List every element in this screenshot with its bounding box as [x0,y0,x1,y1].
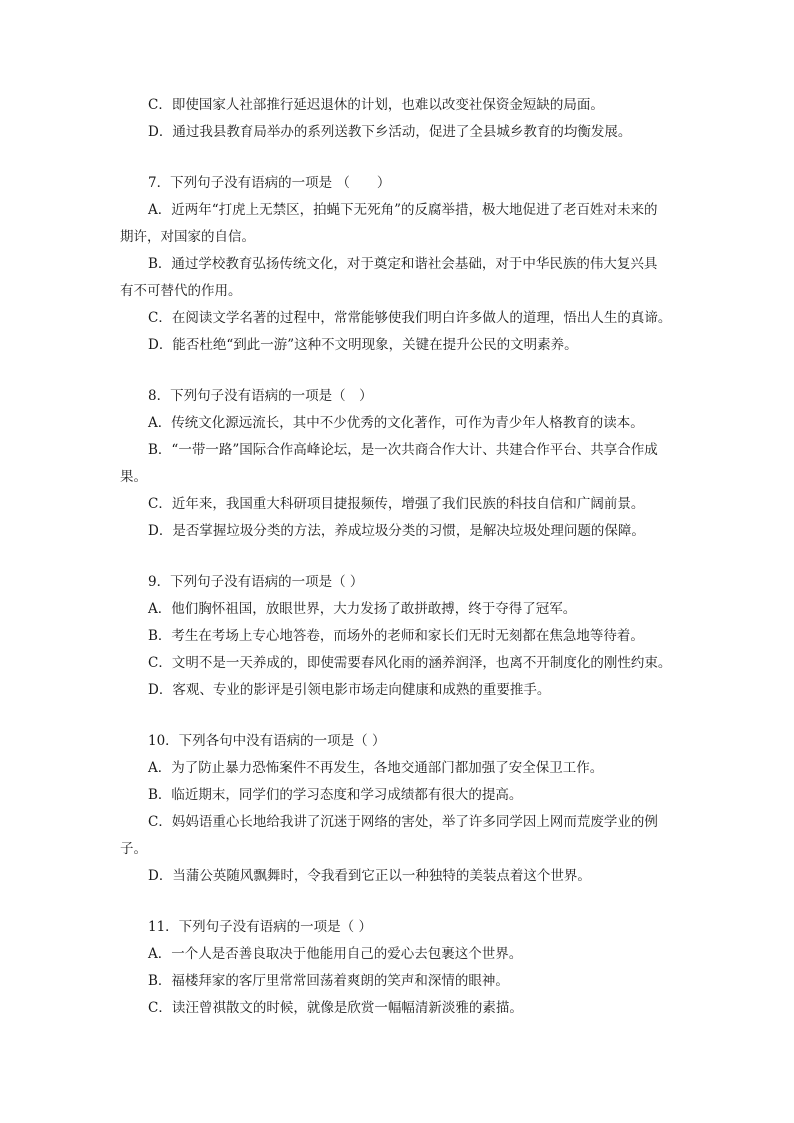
option-b: B．“一带一路”国际合作高峰论坛，是一次共商合作大计、共建合作平台、共享合作成 [148,442,658,458]
question-stem: 7．下列句子没有语病的一项是 （ ） [148,175,391,191]
option-a: A．近两年“打虎上无禁区，拍蝇下无死角”的反腐举措，极大地促进了老百姓对未来的 [148,202,658,218]
option-b: B．福楼拜家的客厅里常常回荡着爽朗的笑声和深情的眼神。 [148,973,509,989]
option-c: C．妈妈语重心长地给我讲了沉迷于网络的害处，举了许多同学因上网而荒废学业的例 [148,814,658,830]
question-11 [120,914,676,1022]
option-c: C．即使国家人社部推行延迟退休的计划，也难以改变社保资金短缺的局面。 [148,97,604,113]
option-a: A．为了防止暴力恐怖案件不再发生，各地交通部门都加强了安全保卫工作。 [148,760,604,776]
question-6-continuation [120,92,676,146]
option-b-continued: 果。 [120,469,147,485]
option-a-continued: 期许，对国家的自信。 [120,229,255,245]
option-d: D．通过我县教育局举办的系列送教下乡活动，促进了全县城乡教育的均衡发展。 [148,124,632,140]
question-stem: 9．下列句子没有语病的一项是（ ） [148,574,364,590]
question-10 [120,728,676,890]
option-c: C．近年来，我国重大科研项目捷报频传，增强了我们民族的科技自信和广阔前景。 [148,496,645,512]
question-7 [120,170,676,359]
option-d: D．客观、专业的影评是引领电影市场走向健康和成熟的重要推手。 [148,682,551,698]
option-a: A．一个人是否善良取决于他能用自己的爱心去包裹这个世界。 [148,946,523,962]
option-d: D．是否掌握垃圾分类的方法，养成垃圾分类的习惯，是解决垃圾处理问题的保障。 [148,523,645,539]
option-b: B．考生在考场上专心地答卷，而场外的老师和家长们无时无刻都在焦急地等待着。 [148,628,644,644]
option-c-continued: 子。 [120,841,147,857]
option-c: C．文明不是一天养成的，即使需要春风化雨的涵养润泽，也离不开制度化的刚性约束。 [148,655,672,671]
question-8 [120,383,676,545]
option-a: A．传统文化源远流长，其中不少优秀的文化著作，可作为青少年人格教育的读本。 [148,415,644,431]
option-d: D．能否杜绝“到此一游”这种不文明现象，关键在提升公民的文明素养。 [148,337,578,353]
question-stem: 10．下列各句中没有语病的一项是（ ） [148,733,386,749]
option-b: B．临近期末，同学们的学习态度和学习成绩都有很大的提高。 [148,787,523,803]
option-d: D．当蒲公英随风飘舞时，令我看到它正以一种独特的美装点着这个世界。 [148,868,591,884]
option-b-continued: 有不可替代的作用。 [120,283,242,299]
exam-page [120,92,676,1022]
option-a: A．他们胸怀祖国，放眼世界，大力发扬了敢拼敢搏，终于夺得了冠军。 [148,601,577,617]
question-stem: 8．下列句子没有语病的一项是（ ） [148,388,373,404]
option-b: B．通过学校教育弘扬传统文化，对于奠定和谐社会基础，对于中华民族的伟大复兴具 [148,256,658,272]
option-c: C．在阅读文学名著的过程中，常常能够使我们明白许多做人的道理，悟出人生的真谛。 [148,310,672,326]
question-9 [120,569,676,704]
question-stem: 11．下列句子没有语病的一项是（ ） [148,919,372,935]
option-c: C．读汪曾祺散文的时候，就像是欣赏一幅幅清新淡雅的素描。 [148,1000,523,1016]
